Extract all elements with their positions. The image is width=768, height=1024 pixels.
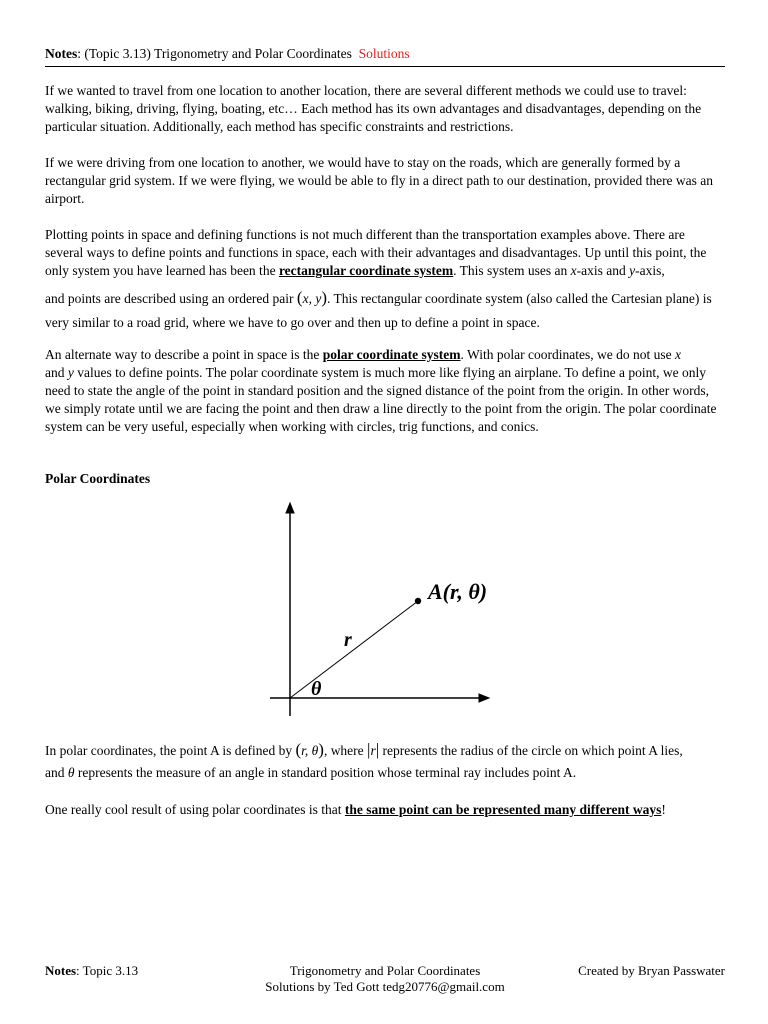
header-label: Notes [45, 46, 78, 61]
polar-diagram [260, 498, 510, 723]
polar-pair: r, θ [301, 743, 319, 758]
footer-author: Created by Bryan Passwater [578, 963, 725, 978]
term-rectangular: rectangular coordinate system [278, 263, 454, 278]
point-a-label: A(r, θ) [428, 579, 488, 604]
abs-r: r [370, 743, 376, 758]
header-topic: : (Topic 3.13) Trigonometry and Polar Coordinates [77, 46, 352, 61]
radius-line [290, 601, 418, 698]
page-header [45, 45, 725, 67]
paragraph-driving: If we were driving from one location to another, we would have to stay on the roads, which are generally formed by a rectangular grid system. If we were flying, we would be able to fly in a direct path to our destination, provided there was an airport. [45, 155, 714, 206]
footer-title: Trigonometry and Polar Coordinates [289, 963, 481, 978]
footer-label: Notes [45, 963, 77, 978]
theta-label: θ [311, 678, 322, 700]
section-title: Polar Coordinates [45, 471, 151, 486]
point-a [415, 598, 421, 604]
paragraph-rectangular: Plotting points in space and defining functions is not much different than the transportation examples above. There are several ways to define points and functions in space, each with their advantages and disadvantages. Up until this point, the only system you have learned has been the rectangular coordinate system. This system uses an x-axis and y-axis, and points are described using an ordered pair (x, y). This rectangular coordinate system (also called the Cartesian plane) is very similar to a road grid, where we have to go over and then up to define a point in space. [45, 227, 712, 330]
footer-solutions: Solutions by Ted Gott tedg20776@gmail.com [265, 979, 505, 994]
paragraph-polar: An alternate way to describe a point in space is the polar coordinate system. With polar coordinates, we do not use x and y values to define points. The polar coordinate system is much more like flying an airplane. To define a point, we only need to state the angle of the point in standard position and the signed distance of the point from the origin. In other words, we simply rotate until we are facing the point and then draw a line directly to the point from the origin. The polar coordinate system can be very useful, especially when working with circles, trig functions, and conics. [45, 347, 717, 434]
footer-topic: : Topic 3.13 [76, 963, 139, 978]
paragraph-cool-result: One really cool result of using polar coordinates is that the same point can be represented many different ways! [45, 802, 666, 817]
r-label: r [344, 629, 352, 651]
paragraph-intro: If we wanted to travel from one location to another location, there are several different methods we could use to travel: walking, biking, driving, flying, boating, etc… Each method has its own advantages and disadvantages, depending on the particular situation. Additionally, each method has specific constraints and restrictions. [45, 83, 702, 134]
emphasis-many-ways: the same point can be represented many different ways [344, 802, 662, 817]
paragraph-definition: In polar coordinates, the point A is defined by (r, θ), where |r| represents the radius of the circle on which point A lies, and θ represents the measure of an angle in standard position whose terminal ray includes point A. [45, 740, 683, 780]
header-solutions: Solutions [358, 46, 410, 61]
term-polar: polar coordinate system [322, 347, 461, 362]
ordered-pair: x, y [302, 291, 322, 306]
